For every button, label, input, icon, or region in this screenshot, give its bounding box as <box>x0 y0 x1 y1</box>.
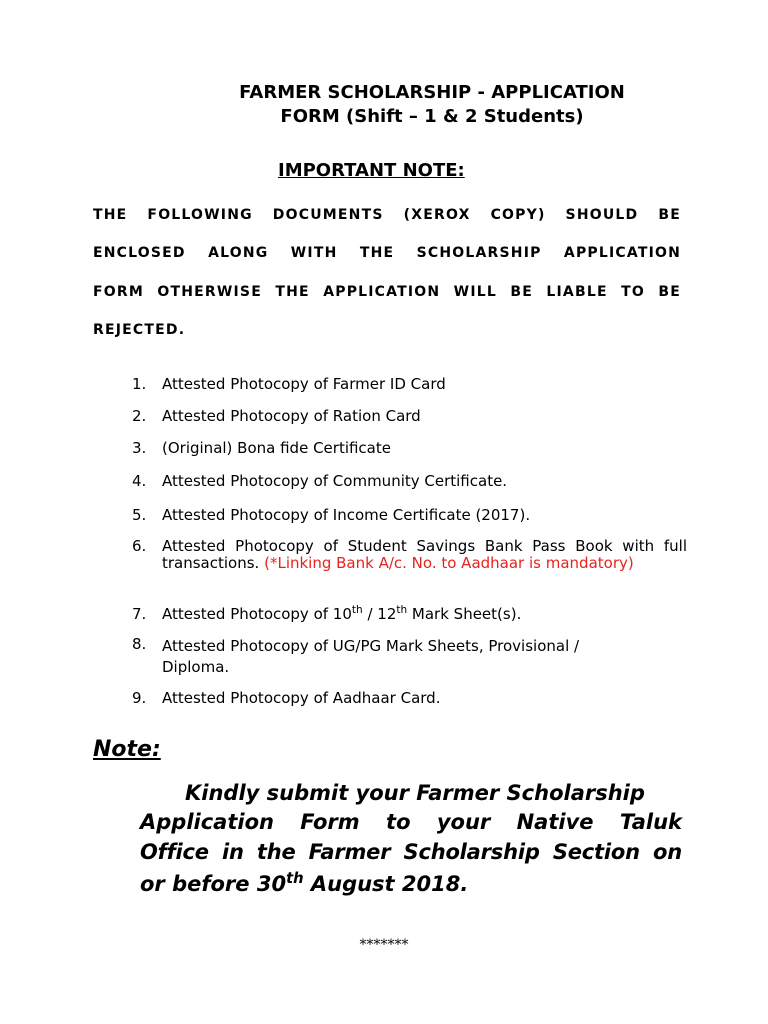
note-line-4 <box>140 870 682 900</box>
note-line-3: Office in the Farmer Scholarship Section on <box>140 840 682 864</box>
list-item-number: 3. <box>132 439 147 457</box>
list-item-number: 8. <box>132 635 147 653</box>
list-item-number: 9. <box>132 689 147 707</box>
note-line-2: Application Form to your Native Taluk <box>140 810 682 834</box>
list-item-text-pre: Attested Photocopy of 10 <box>162 605 352 623</box>
list-item-number: 7. <box>132 605 147 623</box>
intro-line-3: FORM OTHERWISE THE APPLICATION WILL BE LIABLE TO BE <box>93 284 681 300</box>
important-note-heading: IMPORTANT NOTE: <box>278 160 465 181</box>
list-item-number: 6. <box>132 537 147 555</box>
list-item-text: Attested Photocopy of Ration Card <box>162 407 421 425</box>
aadhaar-linking-note: (*Linking Bank A/c. No. to Aadhaar is mandatory) <box>264 554 634 572</box>
note-heading: Note: <box>93 737 161 762</box>
superscript-th: th <box>396 604 408 616</box>
list-item-number: 5. <box>132 506 147 524</box>
list-item-number: 2. <box>132 407 147 425</box>
intro-line-2: ENCLOSED ALONG WITH THE SCHOLARSHIP APPLICATION <box>93 245 681 261</box>
list-item-text: (Original) Bona fide Certificate <box>162 439 391 457</box>
list-item-text <box>162 606 687 623</box>
list-item-text: Attested Photocopy of Farmer ID Card <box>162 375 446 393</box>
list-item-text <box>162 636 687 678</box>
list-item-text-mid: / 12 <box>362 605 397 623</box>
note-line-1: Kindly submit your Farmer Scholarship <box>185 781 645 805</box>
list-item-number: 4. <box>132 472 147 490</box>
list-item-text-post: Mark Sheet(s). <box>407 605 522 623</box>
list-item-text-line1: Attested Photocopy of UG/PG Mark Sheets, Provisional / <box>162 637 580 655</box>
note-line-4-post: August 2018. <box>303 872 469 896</box>
superscript-th: th <box>351 604 363 616</box>
list-item-text: Attested Photocopy of Community Certificate. <box>162 472 508 490</box>
list-item-text-line2: Diploma. <box>162 658 230 676</box>
end-stars: ******* <box>359 937 409 953</box>
list-item-text: Attested Photocopy of Income Certificate (2017). <box>162 506 531 524</box>
note-line-4-pre: or before 30 <box>140 872 287 896</box>
form-title-line1: FARMER SCHOLARSHIP - APPLICATION <box>239 82 625 103</box>
form-title-line2: FORM (Shift – 1 & 2 Students) <box>280 106 584 127</box>
list-item-text <box>162 538 687 572</box>
list-item-text-main: Attested Photocopy of Student Savings Bank Pass Book with full transactions. <box>162 537 687 572</box>
list-item-number: 1. <box>132 375 147 393</box>
list-item-text: Attested Photocopy of Aadhaar Card. <box>162 689 441 707</box>
superscript-th: th <box>286 870 304 887</box>
intro-line-4: REJECTED. <box>93 322 186 338</box>
intro-line-1: THE FOLLOWING DOCUMENTS (XEROX COPY) SHOULD BE <box>93 207 681 223</box>
